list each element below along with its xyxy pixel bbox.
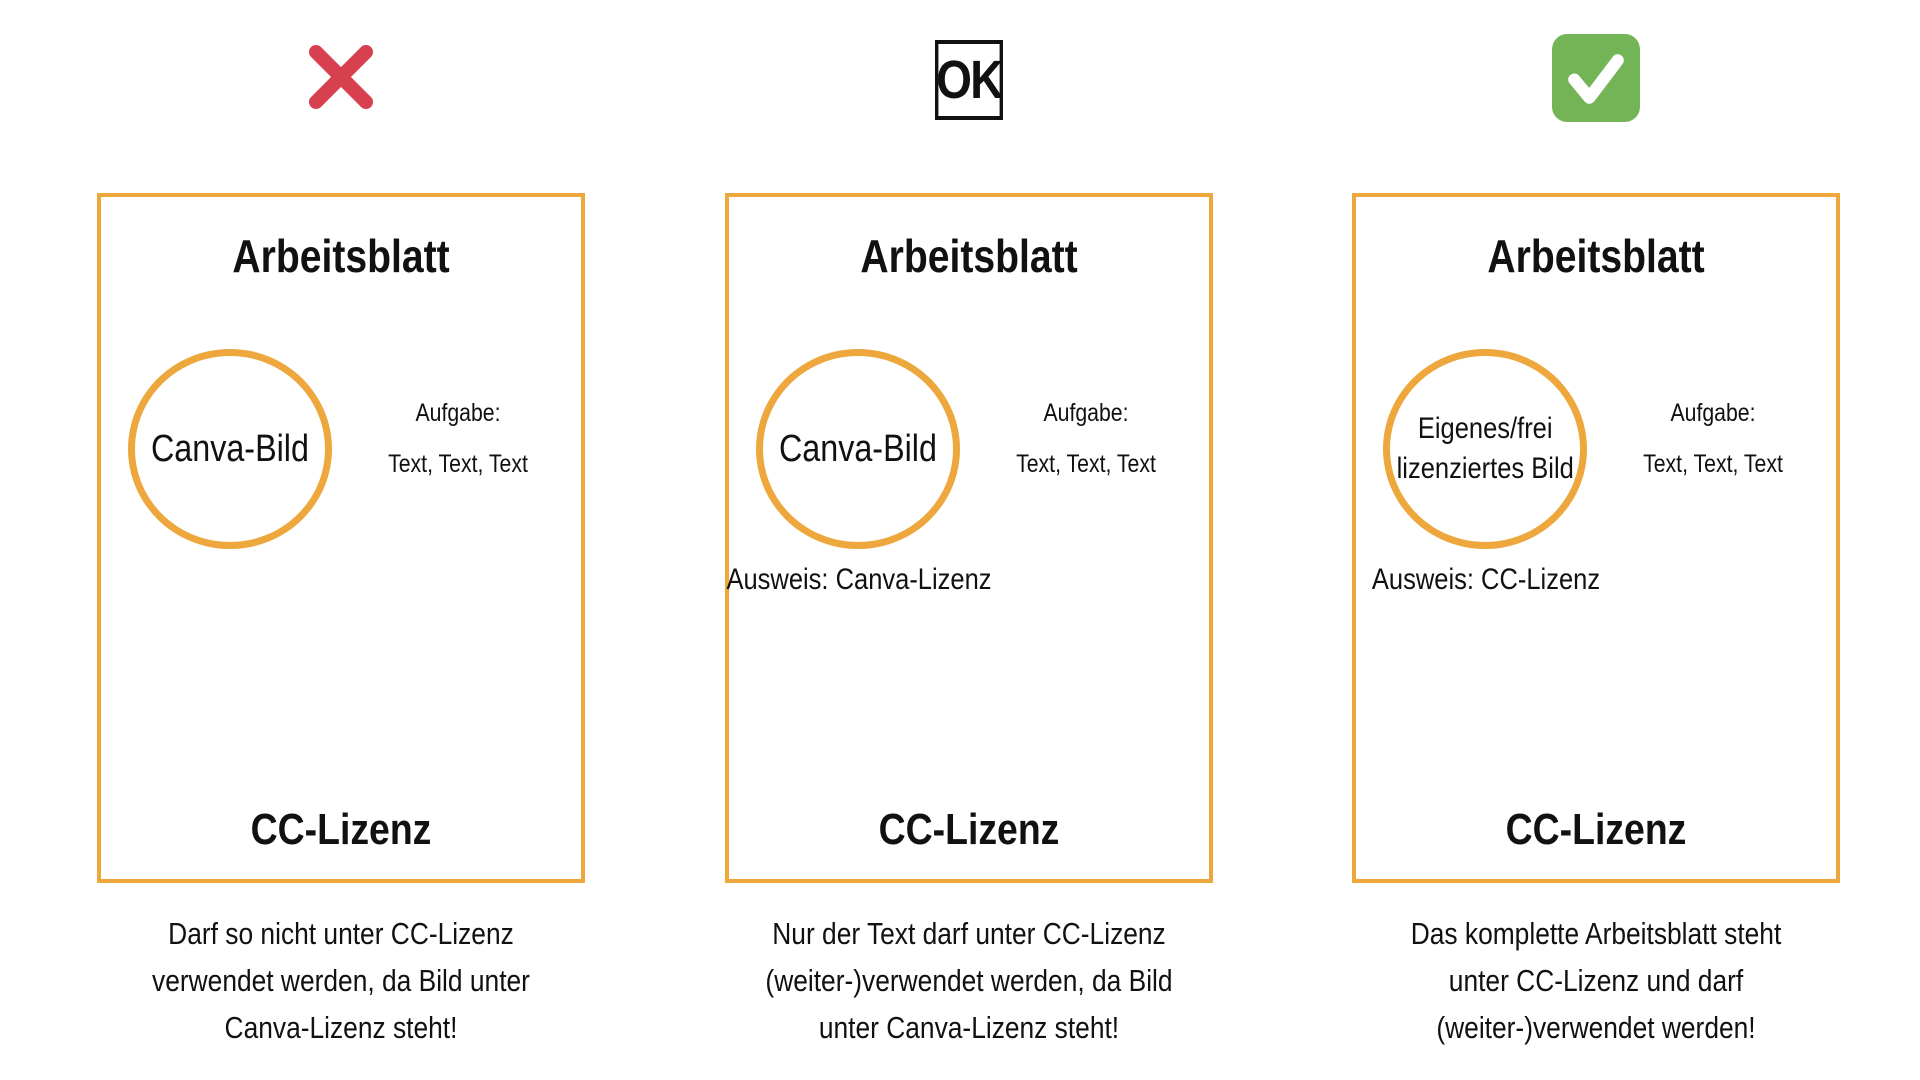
task-block [946,399,1226,479]
panel-partially-ok [725,0,1213,1080]
task-heading: Aufgabe: [415,399,501,427]
panel-caption: Nur der Text darf unter CC-Lizenz (weiter-)verwendet werden, da Bild unter Canva-Lizenz steht! [765,916,1173,1045]
license-note: Ausweis: Canva-Lizenz [726,563,992,596]
worksheet-license-footer: CC-Lizenz [1505,805,1687,854]
worksheet-card [725,193,1213,883]
panel-caption: Das komplette Arbeitsblatt steht unter CC-Lizenz und darf (weiter-)verwendet werden! [1410,916,1782,1045]
task-heading: Aufgabe: [1670,399,1756,427]
check-mark-icon [1551,33,1641,123]
license-note: Ausweis: CC-Lizenz [1371,563,1601,596]
verdict-mark-area [97,0,585,160]
image-label: Canva-Bild [779,428,937,470]
worksheet-license-footer: CC-Lizenz [250,805,432,854]
panel-caption: Darf so nicht unter CC-Lizenz verwendet werden, da Bild unter Canva-Lizenz steht! [152,916,530,1045]
worksheet-title: Arbeitsblatt [1487,230,1705,282]
worksheet-card [97,193,585,883]
ok-label: OK [936,50,1002,110]
panel-allowed [1352,0,1840,1080]
task-text: Text, Text, Text [1016,450,1156,478]
worksheet-title: Arbeitsblatt [232,230,450,282]
image-placeholder-circle [128,349,332,549]
task-text: Text, Text, Text [388,450,528,478]
task-text: Text, Text, Text [1643,450,1783,478]
task-block [1573,399,1853,479]
image-label: Canva-Bild [151,428,309,470]
cross-mark-icon [301,37,381,117]
task-heading: Aufgabe: [1043,399,1129,427]
image-placeholder-circle [756,349,960,549]
image-label: Eigenes/frei lizenziertes Bild [1396,412,1574,485]
image-placeholder-circle [1383,349,1587,549]
ok-box [935,40,1003,120]
worksheet-license-footer: CC-Lizenz [878,805,1060,854]
worksheet-card [1352,193,1840,883]
verdict-mark-area [725,0,1213,160]
task-block [318,399,598,479]
verdict-mark-area [1352,0,1840,160]
panel-not-allowed [97,0,585,1080]
worksheet-title: Arbeitsblatt [860,230,1078,282]
